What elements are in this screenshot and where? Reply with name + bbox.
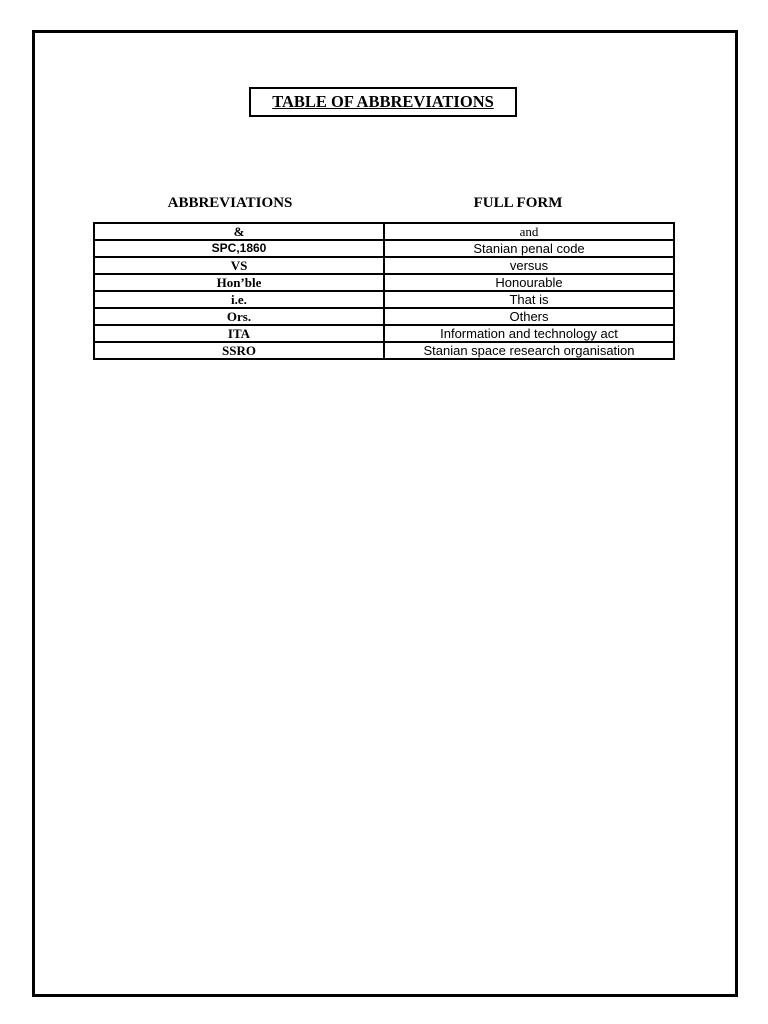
table-row — [94, 342, 674, 359]
full-form-cell: Information and technology act — [384, 325, 674, 342]
abbreviation-cell: VS — [94, 257, 384, 274]
table-row — [94, 291, 674, 308]
abbreviation-cell: ITA — [94, 325, 384, 342]
column-header-full-form: FULL FORM — [473, 195, 563, 211]
full-form-cell: Honourable — [384, 274, 674, 291]
full-form-cell: That is — [384, 291, 674, 308]
full-form-cell: Stanian space research organisation — [384, 342, 674, 359]
abbreviation-cell: & — [94, 223, 384, 240]
full-form-cell: Stanian penal code — [384, 240, 674, 257]
full-form-cell: Others — [384, 308, 674, 325]
document-title: TABLE OF ABBREVIATIONS — [249, 87, 517, 117]
table-row — [94, 325, 674, 342]
table-row — [94, 274, 674, 291]
table-row — [94, 308, 674, 325]
page-border — [32, 30, 738, 997]
table-row — [94, 223, 674, 240]
table-row — [94, 240, 674, 257]
column-header-abbreviations: ABBREVIATIONS — [167, 195, 293, 211]
abbreviation-cell: SPC,1860 — [94, 240, 384, 257]
full-form-cell: and — [384, 223, 674, 240]
full-form-cell: versus — [384, 257, 674, 274]
abbreviation-cell: Ors. — [94, 308, 384, 325]
abbreviation-cell: i.e. — [94, 291, 384, 308]
abbreviation-cell: Hon’ble — [94, 274, 384, 291]
table-row — [94, 257, 674, 274]
abbreviation-cell: SSRO — [94, 342, 384, 359]
abbreviations-table — [93, 222, 675, 360]
